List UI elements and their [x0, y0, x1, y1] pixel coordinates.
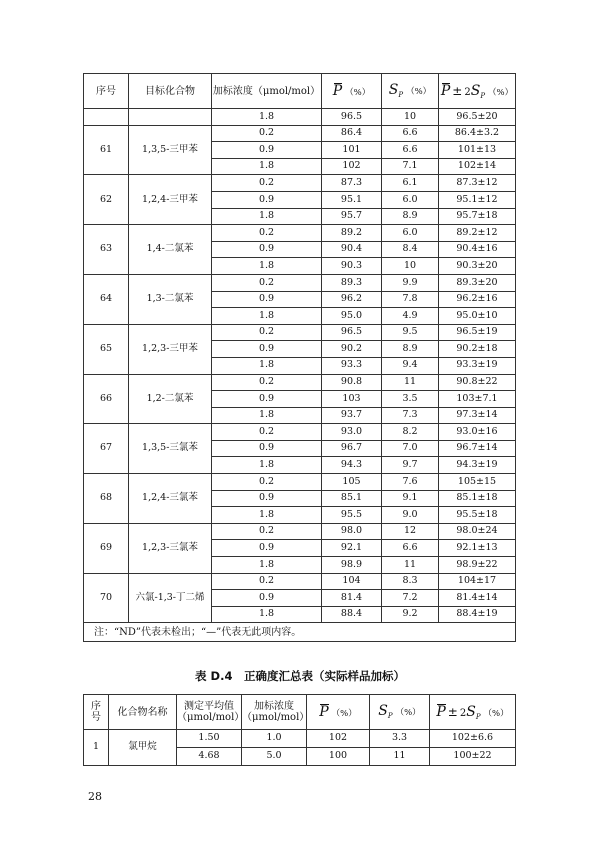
cell-conc: 0.2 — [212, 424, 322, 441]
cell-mean-recovery: 81.4 — [322, 590, 382, 607]
cell-conc: 0.9 — [212, 142, 322, 159]
cell-conc: 1.8 — [212, 457, 322, 474]
cell-no: 1 — [84, 730, 109, 766]
table-row — [84, 125, 516, 142]
header-compound: 目标化合物 — [129, 74, 212, 109]
cell-interval: 101±13 — [439, 142, 516, 159]
cell-std-dev: 10 — [382, 109, 439, 126]
cell-conc: 0.9 — [212, 590, 322, 607]
cell-interval: 93.0±16 — [439, 424, 516, 441]
cell-mean-recovery: 95.1 — [322, 191, 382, 208]
cell-mean-recovery: 98.9 — [322, 557, 382, 574]
table-row — [84, 109, 516, 126]
header-std-dev: $S_P$ （%） — [382, 74, 439, 109]
cell-no: 67 — [84, 424, 129, 474]
cell-measured-mean: 1.50 — [177, 730, 242, 748]
table-row — [84, 324, 516, 341]
cell-compound-name: 氯甲烷 — [109, 730, 177, 766]
header-no: 序号 — [84, 74, 129, 109]
cell-mean-recovery: 104 — [322, 573, 382, 590]
cell-interval: 87.3±12 — [439, 175, 516, 192]
cell-std-dev: 7.1 — [382, 158, 439, 175]
cell-conc: 0.2 — [212, 474, 322, 491]
cell-conc: 1.8 — [212, 308, 322, 325]
cell-std-dev: 9.5 — [382, 324, 439, 341]
header-std-dev: $S_P$ （%） — [370, 695, 430, 730]
cell-mean-recovery: 94.3 — [322, 457, 382, 474]
cell-no: 64 — [84, 274, 129, 324]
cell-interval: 95.1±12 — [439, 191, 516, 208]
table-row — [84, 523, 516, 540]
cell-interval: 97.3±14 — [439, 407, 516, 424]
cell-std-dev: 9.7 — [382, 457, 439, 474]
cell-conc: 1.8 — [212, 258, 322, 275]
cell-std-dev: 9.1 — [382, 490, 439, 507]
cell-spike-conc: 5.0 — [242, 748, 307, 766]
header-mean-recovery: P （%） — [307, 695, 370, 730]
table-note: 注：“ND”代表未检出；“—”代表无此项内容。 — [84, 623, 516, 642]
header-measured-mean: 测定平均值 （μmol/mol） — [177, 695, 242, 730]
cell-interval: 96.5±20 — [439, 109, 516, 126]
cell-no: 62 — [84, 175, 129, 225]
cell-no: 70 — [84, 573, 129, 623]
cell-std-dev: 7.2 — [382, 590, 439, 607]
cell-interval: 94.3±19 — [439, 457, 516, 474]
cell-std-dev: 9.2 — [382, 606, 439, 623]
cell-conc: 1.8 — [212, 407, 322, 424]
cell-std-dev: 6.6 — [382, 142, 439, 159]
cell-std-dev: 6.0 — [382, 225, 439, 242]
cell-compound: 六氯-1,3-丁二烯 — [129, 573, 212, 623]
header-interval: $P \pm 2S_P$ （%） — [430, 695, 516, 730]
cell-conc: 0.2 — [212, 324, 322, 341]
table-row — [84, 175, 516, 192]
cell-mean-recovery: 96.7 — [322, 440, 382, 457]
cell-interval: 90.3±20 — [439, 258, 516, 275]
table-row — [84, 374, 516, 391]
cell-mean-recovery: 86.4 — [322, 125, 382, 142]
cell-conc: 0.2 — [212, 225, 322, 242]
table-row — [84, 573, 516, 590]
cell-compound: 1,2-二氯苯 — [129, 374, 212, 424]
cell-std-dev: 12 — [382, 523, 439, 540]
cell-mean-recovery: 90.4 — [322, 241, 382, 258]
cell-conc: 1.8 — [212, 158, 322, 175]
cell-mean-recovery: 102 — [307, 730, 370, 748]
cell-mean-recovery: 102 — [322, 158, 382, 175]
cell-conc: 1.8 — [212, 208, 322, 225]
cell-conc: 0.2 — [212, 274, 322, 291]
cell-no — [84, 109, 129, 126]
cell-std-dev: 7.3 — [382, 407, 439, 424]
cell-no: 66 — [84, 374, 129, 424]
header-interval: $P \pm 2S_P$ （%） — [439, 74, 516, 109]
cell-compound: 1,4-二氯苯 — [129, 225, 212, 275]
cell-std-dev: 6.6 — [382, 540, 439, 557]
table-note-row — [84, 623, 516, 642]
cell-conc: 0.2 — [212, 573, 322, 590]
table-row — [84, 474, 516, 491]
cell-conc: 0.9 — [212, 490, 322, 507]
cell-no: 69 — [84, 523, 129, 573]
cell-mean-recovery: 98.0 — [322, 523, 382, 540]
cell-std-dev: 3.5 — [382, 391, 439, 408]
cell-std-dev: 8.9 — [382, 208, 439, 225]
cell-conc: 1.8 — [212, 507, 322, 524]
cell-interval: 81.4±14 — [439, 590, 516, 607]
cell-mean-recovery: 88.4 — [322, 606, 382, 623]
cell-interval: 88.4±19 — [439, 606, 516, 623]
cell-std-dev: 3.3 — [370, 730, 430, 748]
cell-interval: 96.2±16 — [439, 291, 516, 308]
cell-compound: 1,2,3-三甲苯 — [129, 324, 212, 374]
cell-mean-recovery: 95.7 — [322, 208, 382, 225]
cell-interval: 86.4±3.2 — [439, 125, 516, 142]
cell-interval: 93.3±19 — [439, 357, 516, 374]
cell-mean-recovery: 90.3 — [322, 258, 382, 275]
cell-interval: 104±17 — [439, 573, 516, 590]
cell-std-dev: 6.1 — [382, 175, 439, 192]
cell-mean-recovery: 96.2 — [322, 291, 382, 308]
cell-std-dev: 7.6 — [382, 474, 439, 491]
cell-interval: 95.7±18 — [439, 208, 516, 225]
cell-mean-recovery: 96.5 — [322, 324, 382, 341]
cell-interval: 102±6.6 — [430, 730, 516, 748]
cell-interval: 89.2±12 — [439, 225, 516, 242]
cell-interval: 90.8±22 — [439, 374, 516, 391]
accuracy-summary-table — [83, 694, 516, 766]
cell-std-dev: 8.2 — [382, 424, 439, 441]
cell-compound: 1,3,5-三氯苯 — [129, 424, 212, 474]
table-caption: 表 D.4 正确度汇总表（实际样品加标） — [195, 669, 405, 683]
cell-conc: 1.8 — [212, 357, 322, 374]
cell-interval: 100±22 — [430, 748, 516, 766]
cell-compound: 1,3-二氯苯 — [129, 274, 212, 324]
cell-std-dev: 8.3 — [382, 573, 439, 590]
cell-std-dev: 9.4 — [382, 357, 439, 374]
cell-mean-recovery: 95.0 — [322, 308, 382, 325]
cell-conc: 1.8 — [212, 557, 322, 574]
cell-compound: 1,2,4-三甲苯 — [129, 175, 212, 225]
cell-interval: 89.3±20 — [439, 274, 516, 291]
cell-mean-recovery: 89.2 — [322, 225, 382, 242]
cell-spike-conc: 1.0 — [242, 730, 307, 748]
cell-conc: 0.9 — [212, 241, 322, 258]
cell-conc: 1.8 — [212, 109, 322, 126]
cell-interval: 95.0±10 — [439, 308, 516, 325]
cell-mean-recovery: 100 — [307, 748, 370, 766]
cell-mean-recovery: 89.3 — [322, 274, 382, 291]
cell-compound: 1,3,5-三甲苯 — [129, 125, 212, 175]
cell-conc: 0.9 — [212, 291, 322, 308]
cell-no: 61 — [84, 125, 129, 175]
cell-mean-recovery: 93.7 — [322, 407, 382, 424]
table-row — [84, 730, 516, 748]
cell-compound: 1,2,4-三氯苯 — [129, 474, 212, 524]
table-row — [84, 424, 516, 441]
cell-std-dev: 7.0 — [382, 440, 439, 457]
cell-interval: 96.7±14 — [439, 440, 516, 457]
cell-mean-recovery: 93.3 — [322, 357, 382, 374]
cell-mean-recovery: 103 — [322, 391, 382, 408]
cell-conc: 0.9 — [212, 540, 322, 557]
cell-mean-recovery: 87.3 — [322, 175, 382, 192]
cell-mean-recovery: 92.1 — [322, 540, 382, 557]
cell-interval: 96.5±19 — [439, 324, 516, 341]
cell-interval: 98.9±22 — [439, 557, 516, 574]
cell-mean-recovery: 105 — [322, 474, 382, 491]
cell-std-dev: 6.6 — [382, 125, 439, 142]
cell-std-dev: 10 — [382, 258, 439, 275]
cell-interval: 85.1±18 — [439, 490, 516, 507]
cell-interval: 102±14 — [439, 158, 516, 175]
table-row — [84, 274, 516, 291]
cell-std-dev: 11 — [382, 374, 439, 391]
cell-mean-recovery: 101 — [322, 142, 382, 159]
cell-no: 63 — [84, 225, 129, 275]
cell-std-dev: 11 — [382, 557, 439, 574]
cell-conc: 0.9 — [212, 391, 322, 408]
cell-interval: 90.2±18 — [439, 341, 516, 358]
header-compound-name: 化合物名称 — [109, 695, 177, 730]
cell-mean-recovery: 96.5 — [322, 109, 382, 126]
cell-conc: 0.2 — [212, 125, 322, 142]
cell-compound — [129, 109, 212, 126]
accuracy-table — [83, 73, 516, 642]
cell-std-dev: 11 — [370, 748, 430, 766]
cell-conc: 0.2 — [212, 175, 322, 192]
cell-compound: 1,2,3-三氯苯 — [129, 523, 212, 573]
cell-mean-recovery: 95.5 — [322, 507, 382, 524]
cell-std-dev: 6.0 — [382, 191, 439, 208]
cell-interval: 105±15 — [439, 474, 516, 491]
cell-conc: 0.9 — [212, 341, 322, 358]
cell-interval: 92.1±13 — [439, 540, 516, 557]
cell-conc: 0.9 — [212, 440, 322, 457]
cell-conc: 0.2 — [212, 523, 322, 540]
cell-interval: 98.0±24 — [439, 523, 516, 540]
header-mean-recovery: P （%） — [322, 74, 382, 109]
cell-std-dev: 9.9 — [382, 274, 439, 291]
cell-conc: 0.2 — [212, 374, 322, 391]
cell-std-dev: 8.4 — [382, 241, 439, 258]
cell-interval: 103±7.1 — [439, 391, 516, 408]
cell-mean-recovery: 90.2 — [322, 341, 382, 358]
cell-conc: 0.9 — [212, 191, 322, 208]
cell-std-dev: 4.9 — [382, 308, 439, 325]
table-header-row — [84, 74, 516, 109]
header-spike-conc: 加标浓度（μmol/mol） — [212, 74, 322, 109]
table-row — [84, 225, 516, 242]
cell-std-dev: 8.9 — [382, 341, 439, 358]
cell-mean-recovery: 85.1 — [322, 490, 382, 507]
header-no: 序 号 — [84, 695, 109, 730]
cell-no: 65 — [84, 324, 129, 374]
cell-no: 68 — [84, 474, 129, 524]
cell-std-dev: 7.8 — [382, 291, 439, 308]
cell-std-dev: 9.0 — [382, 507, 439, 524]
cell-interval: 95.5±18 — [439, 507, 516, 524]
cell-conc: 1.8 — [212, 606, 322, 623]
cell-interval: 90.4±16 — [439, 241, 516, 258]
table-header-row — [84, 695, 516, 730]
page-number: 28 — [88, 790, 102, 803]
cell-measured-mean: 4.68 — [177, 748, 242, 766]
cell-mean-recovery: 93.0 — [322, 424, 382, 441]
cell-mean-recovery: 90.8 — [322, 374, 382, 391]
header-spike-conc: 加标浓度 （μmol/mol） — [242, 695, 307, 730]
